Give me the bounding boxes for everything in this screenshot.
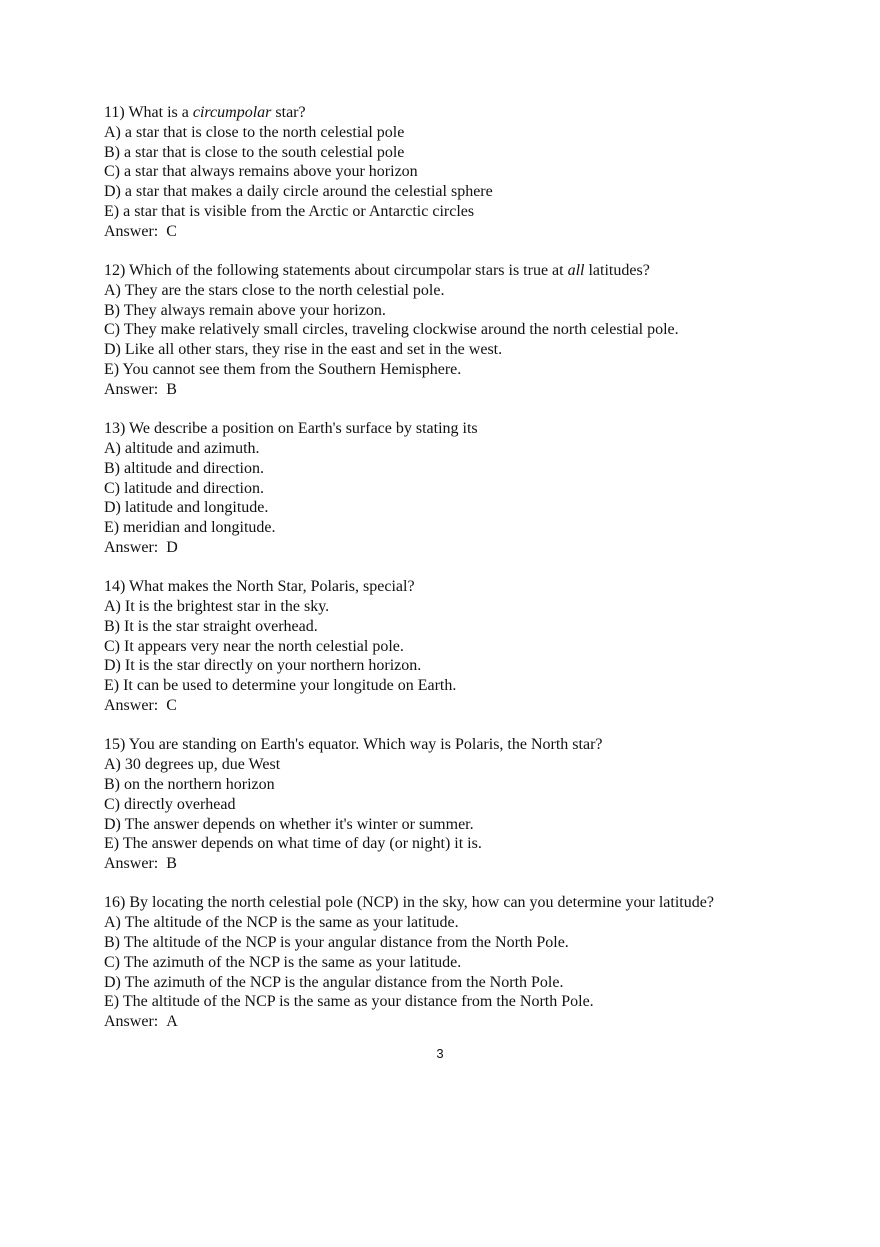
option-e: E) You cannot see them from the Southern Hemisphere. — [104, 361, 462, 379]
question-14 — [104, 577, 804, 716]
question-stem — [104, 577, 804, 597]
option-c: C) They make relatively small circles, traveling clockwise around the north celestial pole. — [104, 321, 679, 339]
stem-text: 12) Which of the following statements about circumpolar stars is true at — [104, 262, 568, 280]
option-c: C) It appears very near the north celestial pole. — [104, 637, 404, 655]
question-stem — [104, 893, 804, 913]
answer-label: Answer: — [104, 380, 159, 398]
answer-line — [104, 1012, 804, 1032]
answer-label: Answer: — [104, 1013, 159, 1031]
answer-line — [104, 854, 804, 874]
option-a: A) They are the stars close to the north celestial pole. — [104, 281, 445, 299]
option-e: E) The answer depends on what time of day (or night) it is. — [104, 835, 482, 853]
answer-value: B — [166, 855, 177, 873]
answer-label: Answer: — [104, 222, 159, 240]
option-a: A) altitude and azimuth. — [104, 439, 260, 457]
stem-text: 16) By locating the north celestial pole (NCP) in the sky, how can you determine your latitude? — [104, 894, 714, 912]
stem-text: 11) What is a — [104, 104, 193, 121]
answer-value: B — [166, 380, 177, 398]
option-c: C) latitude and direction. — [104, 479, 264, 497]
question-stem — [104, 735, 804, 755]
answer-line — [104, 696, 804, 716]
option-b: B) The altitude of the NCP is your angular distance from the North Pole. — [104, 933, 569, 951]
stem-emphasis: circumpolar — [192, 104, 272, 121]
question-11 — [104, 103, 804, 242]
option-d: D) The answer depends on whether it's winter or summer. — [104, 815, 474, 833]
option-e: E) a star that is visible from the Arctic or Antarctic circles — [104, 202, 475, 220]
option-d: D) Like all other stars, they rise in the east and set in the west. — [104, 341, 503, 359]
page-number: 3 — [436, 1046, 444, 1061]
option-a: A) 30 degrees up, due West — [104, 756, 281, 774]
stem-emphasis: all — [567, 262, 585, 280]
question-list — [104, 103, 804, 1051]
question-12 — [104, 261, 804, 400]
answer-label: Answer: — [104, 538, 159, 556]
question-stem — [104, 419, 804, 439]
answer-line — [104, 380, 804, 400]
stem-text-end: star? — [271, 104, 306, 121]
stem-text-end: latitudes? — [584, 262, 650, 280]
option-a: A) a star that is close to the north celestial pole — [104, 123, 405, 141]
stem-text: 14) What makes the North Star, Polaris, special? — [104, 578, 415, 596]
stem-text: 15) You are standing on Earth's equator. Which way is Polaris, the North star? — [104, 736, 603, 754]
question-13 — [104, 419, 804, 558]
option-c: C) directly overhead — [104, 795, 236, 813]
option-c: C) The azimuth of the NCP is the same as your latitude. — [104, 953, 462, 971]
stem-text: 13) We describe a position on Earth's surface by stating its — [104, 420, 478, 438]
option-d: D) a star that makes a daily circle around the celestial sphere — [104, 183, 493, 201]
option-b: B) altitude and direction. — [104, 459, 264, 477]
question-stem — [104, 261, 804, 281]
option-d: D) The azimuth of the NCP is the angular distance from the North Pole. — [104, 973, 564, 991]
answer-value: D — [166, 538, 178, 556]
answer-label: Answer: — [104, 855, 159, 873]
answer-line — [104, 222, 804, 242]
option-a: A) It is the brightest star in the sky. — [104, 598, 330, 616]
option-e: E) meridian and longitude. — [104, 519, 276, 537]
answer-label: Answer: — [104, 697, 159, 715]
option-e: E) It can be used to determine your longitude on Earth. — [104, 677, 457, 695]
answer-value: C — [166, 697, 177, 715]
option-b: B) They always remain above your horizon. — [104, 301, 386, 319]
question-16 — [104, 893, 804, 1032]
option-d: D) latitude and longitude. — [104, 499, 269, 517]
option-e: E) The altitude of the NCP is the same as your distance from the North Pole. — [104, 993, 594, 1011]
option-d: D) It is the star directly on your northern horizon. — [104, 657, 422, 675]
question-15 — [104, 735, 804, 874]
option-b: B) on the northern horizon — [104, 775, 275, 793]
option-b: B) It is the star straight overhead. — [104, 617, 318, 635]
option-b: B) a star that is close to the south celestial pole — [104, 143, 405, 161]
option-a: A) The altitude of the NCP is the same as your latitude. — [104, 914, 459, 932]
option-c: C) a star that always remains above your horizon — [104, 163, 418, 181]
question-stem — [104, 103, 804, 123]
answer-value: A — [166, 1013, 178, 1031]
answer-line — [104, 538, 804, 558]
answer-value: C — [166, 222, 177, 240]
